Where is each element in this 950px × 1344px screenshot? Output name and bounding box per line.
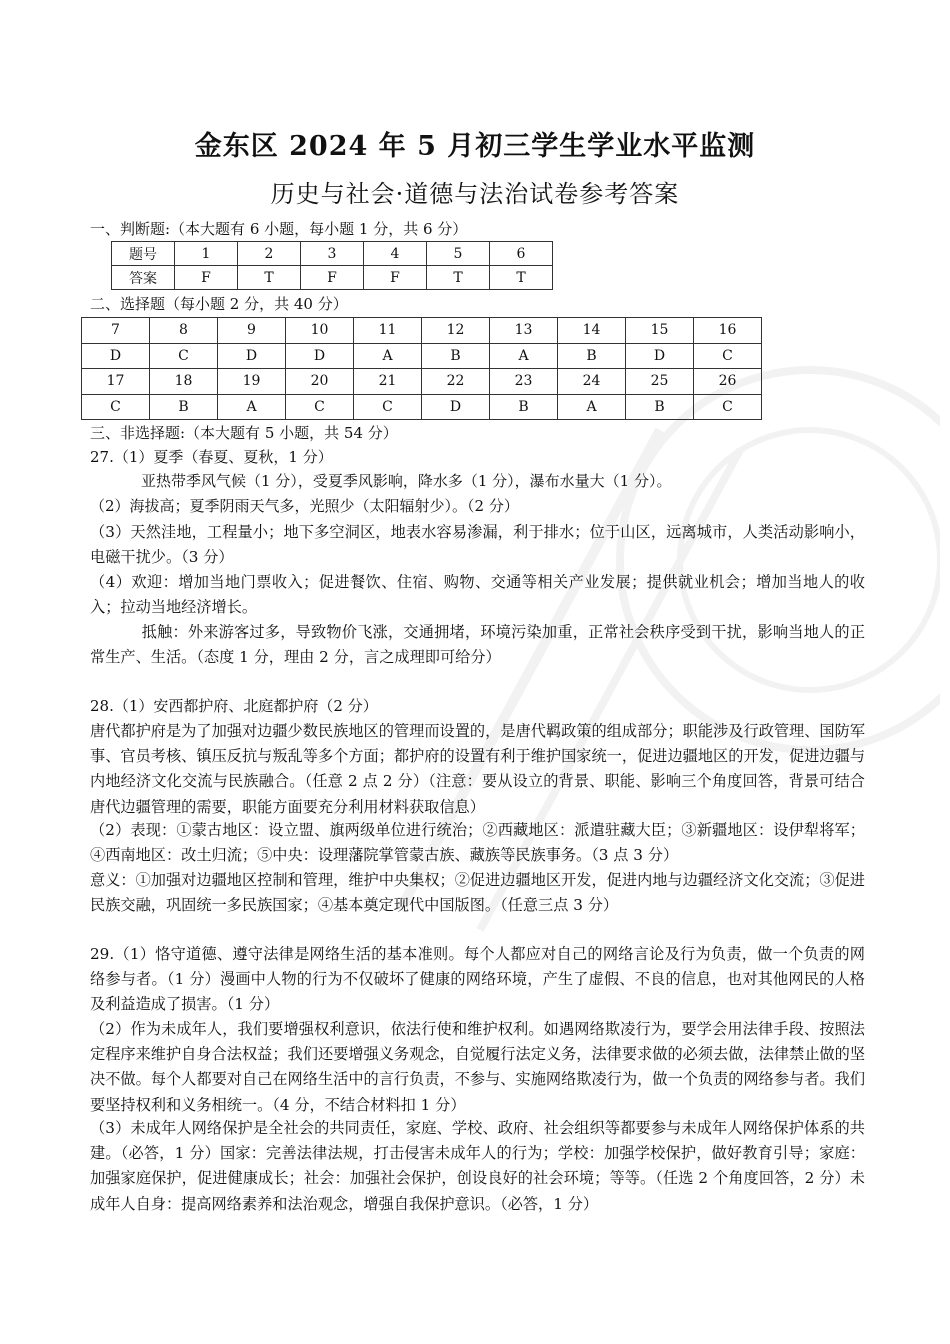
choice-answer-table [81,317,762,420]
page-title: 金东区 2024 年 5 月初三学生学业水平监测 [194,131,756,162]
answer-cell: C [82,394,150,420]
answer-cell: T [238,266,301,290]
row-label: 题号 [112,242,175,266]
row-label: 答案 [112,266,175,290]
answer-cell: A [354,343,422,369]
answer-cell: D [286,343,354,369]
question-number: 22 [422,369,490,395]
question-number: 23 [490,369,558,395]
question-number: 14 [558,318,626,344]
q29-part3: （3）未成年人网络保护是全社会的共同责任，家庭、学校、政府、社会组织等都要参与未成年人网络保护体系的共建。（必答，1 分）国家：完善法律法规，打击侵害未成年人的行为；学校：加强学校保护，做好教育引导；家庭：加强家庭保护，促进健康成长；社会：加强社会保护，创设良好的社会环境；等等。（任选 2 个角度回答，2 分）未成年人自身：提高网络素养和法治观念，增强自我保护意识。（必答，1 分） [90,1119,865,1213]
question-number: 13 [490,318,558,344]
question-number: 11 [354,318,422,344]
answer-cell: A [558,394,626,420]
answer-cell: A [218,394,286,420]
q28-part2: （2）表现：①蒙古地区：设立盟、旗两级单位进行统治；②西藏地区：派遣驻藏大臣；③新疆地区：设伊犁将军；④西南地区：改土归流；⑤中央：设理藩院掌管蒙古族、藏族等民族事务。（3 点 3 分） [90,821,865,865]
q29-part2: （2）作为未成年人，我们要增强权利意识，依法行使和维护权利。如遇网络欺凌行为，要学会用法律手段、按照法定程序来维护自身合法权益；我们还要增强义务观念，自觉履行法定义务，法律要求做的必须去做，法律禁止做的坚决不做。每个人都要对自己在网络生活中的言行负责，不参与、实施网络欺凌行为，做一个负责的网络参与者。我们要坚持权利和义务相统一。（4 分，不结合材料扣 1 分） [90,1020,865,1114]
q27-part4-resist: 抵触：外来游客过多，导致物价飞涨，交通拥堵，环境污染加重，正常社会秩序受到干扰，影响当地人的正常生产、生活。（态度 1 分，理由 2 分，言之成理即可给分） [90,623,865,667]
question-number: 2 [238,242,301,266]
question-number: 3 [301,242,364,266]
question-number: 6 [490,242,553,266]
q29-part1: 29.（1）恪守道德、遵守法律是网络生活的基本准则。每个人都应对自己的网络言论及行为负责，做一个负责的网络参与者。（1 分）漫画中人物的行为不仅破坏了健康的网络环境，产生了虚假、不良的信息，也对其他网民的人格及利益造成了损害。（1 分） [90,945,865,1014]
answer-cell: D [626,343,694,369]
answer-cell: D [82,343,150,369]
answer-cell: F [301,266,364,290]
question-number: 15 [626,318,694,344]
answer-cell: T [427,266,490,290]
answer-cell: B [558,343,626,369]
answer-cell: F [175,266,238,290]
q28-part1-detail: 唐代都护府是为了加强对边疆少数民族地区的管理而设置的，是唐代羁政策的组成部分；职能涉及行政管理、国防军事、官员考核、镇压反抗与叛乱等多个方面；都护府的设置有利于维护国家统一，促进边疆地区的开发，促进边疆与内地经济文化交流与民族融合。（任意 2 点 2 分）（注意：要从设立的背景、职能、影响三个角度回答，背景可结合唐代边疆管理的需要，职能方面要充分利用材料获取信息） [90,722,865,816]
question-number: 8 [150,318,218,344]
q27-part2: （2）海拔高；夏季阴雨天气多，光照少（太阳辐射少）。（2 分） [90,497,519,515]
q27-part3: （3）天然洼地，工程量小；地下多空洞区，地表水容易渗漏，利于排水；位于山区，远离城市，人类活动影响小，电磁干扰少。（3 分） [90,523,865,567]
answer-cell: F [364,266,427,290]
answer-cell: B [490,394,558,420]
question-number: 1 [175,242,238,266]
table-row [112,242,553,266]
question-number: 18 [150,369,218,395]
table-row [82,369,762,395]
page-subtitle: 历史与社会·道德与法治试卷参考答案 [270,180,680,208]
q27-part1: 27.（1）夏季（春夏、夏秋，1 分） [90,448,333,466]
answer-cell: B [422,343,490,369]
table-row [82,318,762,344]
q27-part1-detail: 亚热带季风气候（1 分），受夏季风影响，降水多（1 分），瀑布水量大（1 分）。 [141,472,672,490]
q27-part4: （4）欢迎：增加当地门票收入；促进餐饮、住宿、购物、交通等相关产业发展；提供就业机会；增加当地人的收入；拉动当地经济增长。 [90,573,865,617]
answer-cell: A [490,343,558,369]
question-number: 7 [82,318,150,344]
table-row [112,266,553,290]
question-number: 19 [218,369,286,395]
q28-part2-significance: 意义：①加强对边疆地区控制和管理，维护中央集权；②促进边疆地区开发，促进内地与边疆经济文化交流；③促进民族交融，巩固统一多民族国家；④基本奠定现代中国版图。（任意三点 3 分） [90,871,865,915]
question-number: 17 [82,369,150,395]
answer-cell: C [694,343,762,369]
question-number: 4 [364,242,427,266]
question-number: 24 [558,369,626,395]
answer-cell: T [490,266,553,290]
section3-heading: 三、非选择题:（本大题有 5 小题，共 54 分） [90,424,398,442]
answer-cell: C [354,394,422,420]
question-number: 10 [286,318,354,344]
table-row [82,343,762,369]
answer-cell: C [694,394,762,420]
question-number: 9 [218,318,286,344]
answer-cell: B [626,394,694,420]
question-number: 21 [354,369,422,395]
answer-cell: B [150,394,218,420]
question-number: 16 [694,318,762,344]
question-number: 20 [286,369,354,395]
answer-cell: C [286,394,354,420]
section2-heading: 二、选择题（每小题 2 分，共 40 分） [90,295,348,313]
judgement-answer-table [111,241,553,290]
section1-heading: 一、判断题:（本大题有 6 小题，每小题 1 分，共 6 分） [90,220,468,238]
question-number: 5 [427,242,490,266]
table-row [82,394,762,420]
answer-cell: D [218,343,286,369]
question-number: 26 [694,369,762,395]
answer-cell: C [150,343,218,369]
question-number: 12 [422,318,490,344]
question-number: 25 [626,369,694,395]
q28-part1: 28.（1）安西都护府、北庭都护府（2 分） [90,697,378,715]
answer-cell: D [422,394,490,420]
